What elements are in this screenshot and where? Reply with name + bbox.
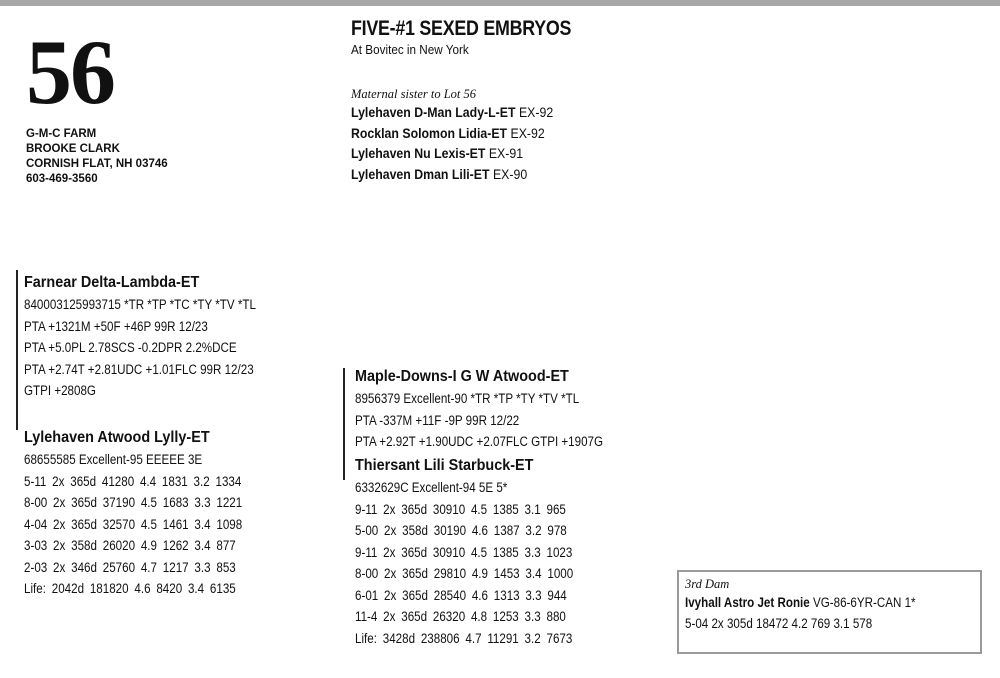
third-dam-score: VG-86-6YR-CAN 1*: [812, 595, 916, 610]
sire-line: PTA +1321M +50F +46P 99R 12/23: [24, 318, 208, 334]
sire-line: GTPI +2808G: [24, 383, 96, 398]
granddam-record: 5-00 2x 358d 30190 4.6 1387 3.2 978: [355, 523, 567, 538]
sister-item: Lylehaven Dman Lili-ET EX-90: [351, 165, 528, 182]
sire-name: Farnear Delta-Lambda-ET: [24, 274, 200, 291]
sire-line: 840003125993715 *TR *TP *TC *TY *TV *TL: [24, 297, 256, 312]
dam-record: 4-04 2x 365d 32570 4.5 1461 3.4 1098: [24, 516, 243, 532]
grandsire-name: Maple-Downs-I G W Atwood-ET: [355, 368, 569, 385]
sister-item: Rocklan Solomon Lidia-ET EX-92: [351, 124, 545, 141]
consignor-farm: G-M-C FARM: [26, 128, 97, 140]
sire-line: PTA +5.0PL 2.78SCS -0.2DPR 2.2%DCE: [24, 340, 237, 355]
dam-block: [24, 427, 278, 600]
dam-record: 8-00 2x 365d 37190 4.5 1683 3.3 1221: [24, 495, 243, 510]
third-dam-box: [677, 570, 982, 654]
pedigree-bracket-sire: [16, 270, 18, 430]
third-dam-name: Ivyhall Astro Jet Ronie: [685, 595, 810, 610]
granddam-record: 11-4 2x 365d 26320 4.8 1253 3.3 880: [355, 609, 566, 624]
consignor-info: [26, 127, 168, 187]
granddam-lifetime: Life: 3428d 238806 4.7 11291 3.2 7673: [355, 630, 573, 646]
third-dam-name-line: [685, 592, 934, 613]
granddam-record: 9-11 2x 365d 30910 4.5 1385 3.1 965: [355, 501, 566, 517]
dam-record: 3-03 2x 358d 26020 4.9 1262 3.4 877: [24, 538, 236, 553]
grandsire-block: [355, 366, 643, 453]
sire-block: [24, 272, 294, 402]
sisters-note: Maternal sister to Lot 56: [351, 87, 477, 101]
sister-item: Lylehaven Nu Lexis-ET EX-91: [351, 145, 524, 161]
third-dam-label: 3rd Dam: [685, 577, 730, 591]
granddam-block: [355, 455, 609, 649]
granddam-record: 8-00 2x 365d 29810 4.9 1453 3.4 1000: [355, 566, 574, 581]
dam-name: Lylehaven Atwood Lylly-ET: [24, 429, 210, 446]
grandsire-line: PTA -337M +11F -9P 99R 12/22: [355, 412, 520, 428]
granddam-name: Thiersant Lili Starbuck-ET: [355, 457, 534, 474]
maternal-sisters: [351, 86, 581, 184]
sire-line: PTA +2.74T +2.81UDC +1.01FLC 99R 12/23: [24, 361, 254, 377]
offering-header: [351, 16, 610, 58]
granddam-record: 6-01 2x 365d 28540 4.6 1313 3.3 944: [355, 587, 567, 603]
consignor-name: BROOKE CLARK: [26, 143, 120, 155]
grandsire-line: PTA +2.92T +1.90UDC +2.07FLC GTPI +1907G: [355, 434, 604, 449]
dam-record: 2-03 2x 346d 25760 4.7 1217 3.3 853: [24, 559, 236, 575]
consignor-address: CORNISH FLAT, NH 03746: [26, 158, 168, 170]
offering-title: FIVE-#1 SEXED EMBRYOS: [351, 17, 572, 40]
third-dam-record: 5-04 2x 305d 18472 4.2 769 3.1 578: [685, 616, 873, 631]
consignor-phone: 603-469-3560: [26, 173, 98, 185]
lot-number: 56: [26, 21, 114, 123]
dam-record: 5-11 2x 365d 41280 4.4 1831 3.2 1334: [24, 473, 242, 489]
top-rule: [0, 0, 1000, 6]
dam-id-line: 68655585 Excellent-95 EEEEE 3E: [24, 452, 203, 467]
grandsire-line: 8956379 Excellent-90 *TR *TP *TY *TV *TL: [355, 391, 580, 406]
granddam-id-line: 6332629C Excellent-94 5E 5*: [355, 480, 508, 495]
granddam-record: 9-11 2x 365d 30910 4.5 1385 3.3 1023: [355, 544, 573, 560]
dam-lifetime: Life: 2042d 181820 4.6 8420 3.4 6135: [24, 581, 236, 596]
pedigree-bracket-grandsire: [343, 368, 345, 480]
sister-item: Lylehaven D-Man Lady-L-ET EX-92: [351, 104, 554, 120]
offering-location: At Bovitec in New York: [351, 42, 469, 57]
